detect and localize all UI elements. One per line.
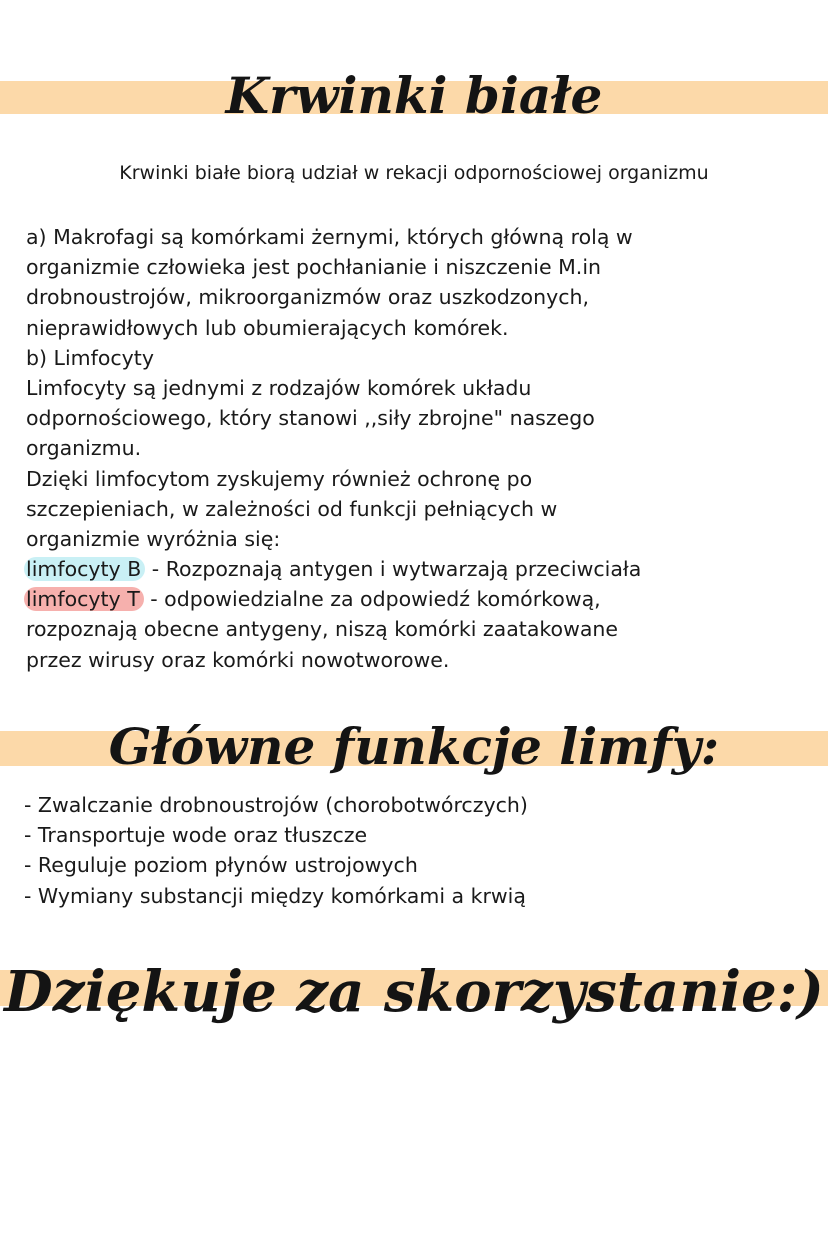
thanks-message: Dziękuje za skorzystanie:) [4, 959, 824, 1025]
lymphocyte-t-highlight: limfocyty T [24, 587, 144, 611]
text-line: szczepieniach, w zależności od funkcji pełniących w [26, 496, 558, 521]
text-line: a) Makrofagi są komórkami żernymi, których główną rolą w [26, 225, 633, 249]
text-line: organizmie człowieka jest pochłanianie i niszczenie M.in [26, 255, 602, 280]
list-item: - Zwalczanie drobnoustrojów (chorobotwórczych) [24, 793, 528, 817]
text-line: rozpoznają obecne antygeny, niszą komórki zaatakowane [26, 617, 619, 642]
subheading-limfocyty: b) Limfocyty [26, 345, 154, 370]
text-line: organizmie wyróżnia się: [26, 526, 281, 551]
lymphocyte-t-description: - odpowiedzialne za odpowiedź komórkową, [143, 587, 601, 612]
lymph-functions-list [24, 790, 528, 911]
page-title: Krwinki białe [225, 66, 603, 125]
intro-text: Krwinki białe biorą udział w rekacji odpornościowej organizmu [119, 162, 709, 184]
list-item: - Wymiany substancji między komórkami a krwią [24, 883, 526, 908]
text-line: przez wirusy oraz komórki nowotworowe. [26, 647, 450, 672]
lymphocyte-b-highlight: limfocyty B [24, 557, 145, 581]
white-cells-description [26, 222, 641, 675]
text-line: nieprawidłowych lub obumierających komórek. [26, 315, 509, 340]
lymphocyte-t-line [26, 584, 641, 614]
text-line: Dzięki limfocytom zyskujemy również ochronę po [26, 466, 533, 491]
text-line: drobnoustrojów, mikroorganizmów oraz uszkodzonych, [26, 285, 589, 310]
text-line: odpornościowego, który stanowi ,,siły zbrojne" naszego [26, 406, 595, 431]
section-title-lymph-functions: Główne funkcje limfy: [108, 717, 720, 776]
list-item: - Reguluje poziom płynów ustrojowych [24, 853, 418, 878]
list-item: - Transportuje wode oraz tłuszcze [24, 823, 368, 848]
text-line: organizmu. [26, 436, 142, 461]
text-line: Limfocyty są jednymi z rodzajów komórek układu [26, 375, 532, 400]
lymphocyte-b-line [26, 554, 641, 584]
lymphocyte-b-description: - Rozpoznają antygen i wytwarzają przeciwciała [145, 557, 642, 582]
